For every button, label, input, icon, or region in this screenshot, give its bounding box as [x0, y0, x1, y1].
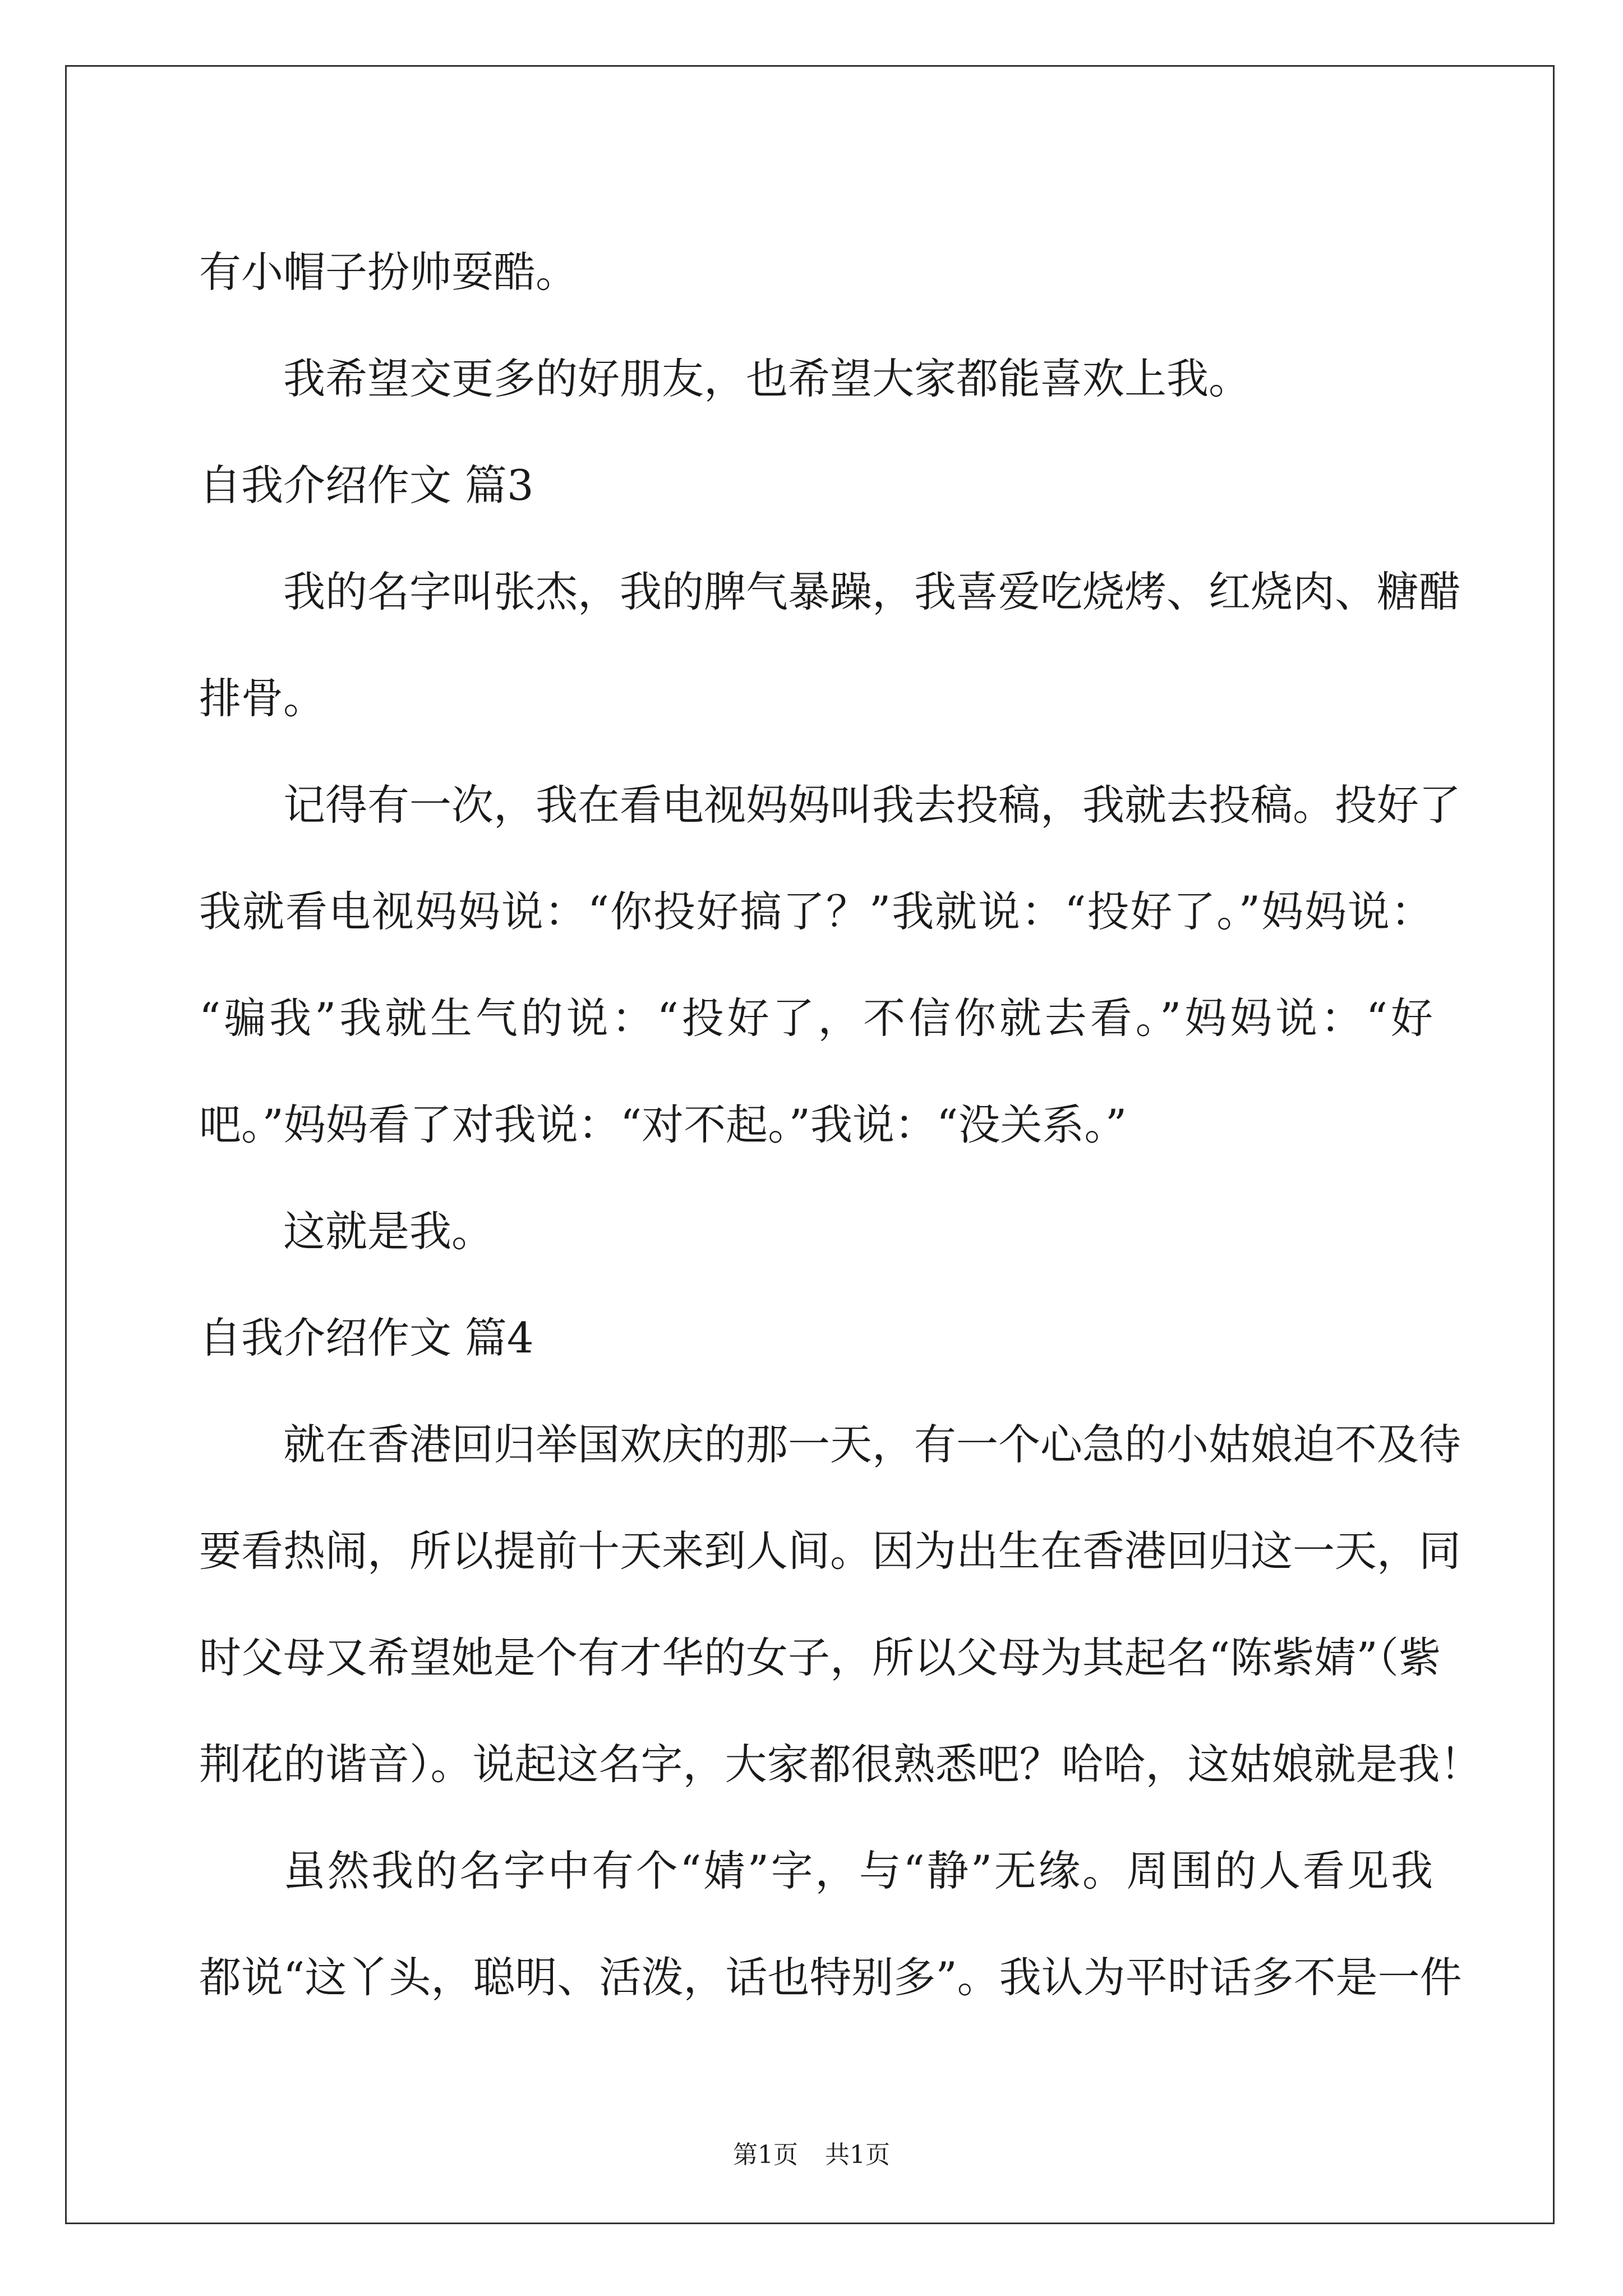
text-line: 都说“这丫头，聪明、活泼，话也特别多”。我认为平时话多不是一件: [199, 1953, 1462, 2002]
text-line: 吧。”妈妈看了对我说：“对不起。”我说：“没关系。”: [199, 1100, 1127, 1149]
text-line: 时父母又希望她是个有才华的女子，所以父母为其起名“陈紫婧”（紫: [199, 1633, 1441, 1682]
text-line: 要看热闹，所以提前十天来到人间。因为出生在香港回归这一天，同: [199, 1526, 1461, 1576]
text-line: 记得有一次，我在看电视妈妈叫我去投稿，我就去投稿。投好了: [283, 780, 1461, 830]
text-line: 我的名字叫张杰，我的脾气暴躁，我喜爱吃烧烤、红烧肉、糖醋: [283, 567, 1461, 616]
text-line: 排骨。: [199, 674, 326, 723]
section-heading: 自我介绍作文 篇4: [199, 1313, 534, 1363]
page-footer: [0, 2134, 1623, 2170]
text-line: 就在香港回归举国欢庆的那一天，有一个心急的小姑娘迫不及待: [283, 1420, 1461, 1469]
text-line: 荆花的谐音）。说起这名字，大家都很熟悉吧？哈哈，这姑娘就是我！: [199, 1740, 1482, 1789]
text-line: 虽然我的名字中有个“婧”字，与“静”无缘。周围的人看见我: [283, 1846, 1433, 1895]
text-line: 这就是我。: [283, 1207, 494, 1256]
text-line: 我希望交更多的好朋友，也希望大家都能喜欢上我。: [283, 354, 1251, 403]
page-total: 共1页: [825, 2141, 890, 2169]
text-line: 我就看电视妈妈说：“你投好搞了？”我就说：“投好了。”妈妈说：: [199, 887, 1433, 936]
text-line: 有小帽子扮帅耍酷。: [199, 247, 578, 297]
section-heading: 自我介绍作文 篇3: [199, 461, 534, 510]
page-number: 第1页: [733, 2141, 798, 2169]
text-line: “骗我”我就生气的说：“投好了，不信你就去看。”妈妈说：“好: [199, 993, 1433, 1043]
document-body: [199, 219, 1482, 2031]
